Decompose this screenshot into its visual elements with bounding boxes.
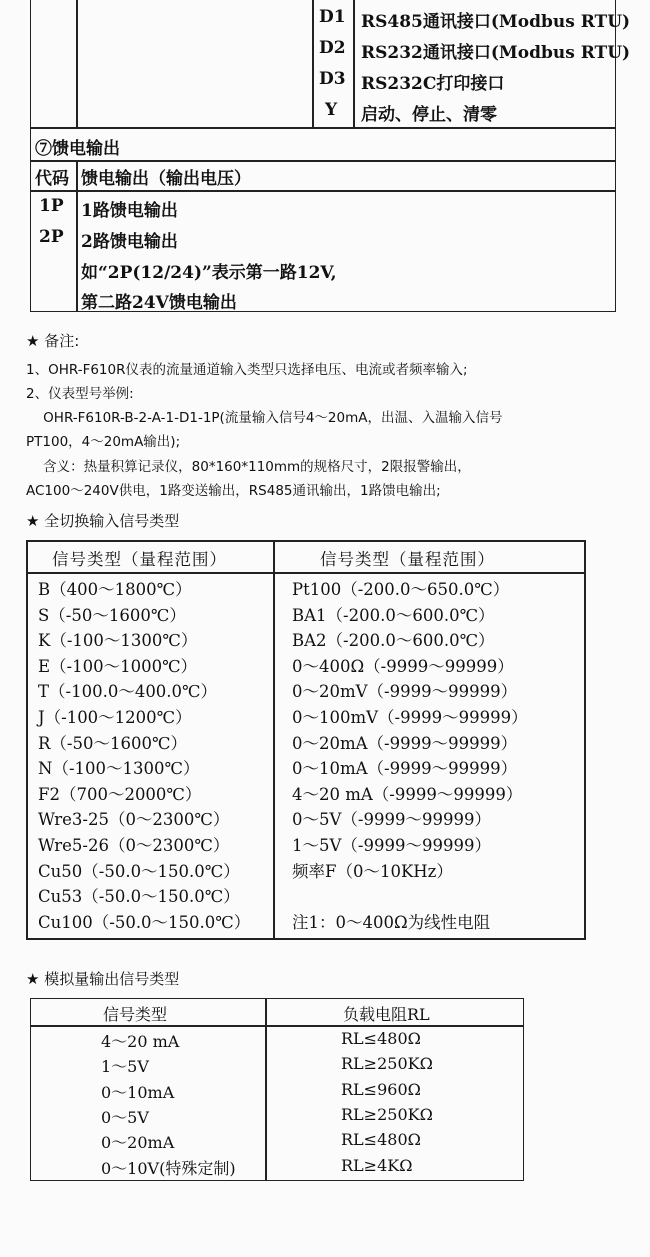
input-type-item: Wre5-26（0～2300℃） (38, 836, 230, 855)
table-divider (312, 0, 314, 128)
comm-desc: RS485通讯接口(Modbus RTU) (361, 12, 631, 32)
section-title: ⑦馈电输出 (35, 139, 120, 159)
feed-code: 1P (39, 196, 64, 216)
feed-desc: 2路馈电输出 (81, 232, 178, 252)
notes-title: ★ 备注: (26, 332, 80, 350)
input-type-item: 注1：0～400Ω为线性电阻 (292, 912, 491, 932)
output-types-table (30, 998, 524, 1181)
output-load-resistance: RL≥4KΩ (341, 1155, 413, 1175)
input-type-item: E（-100～1000℃） (38, 656, 198, 676)
table-divider (31, 1025, 523, 1027)
options-table (30, 0, 631, 313)
note-line: AC100～240V供电，1路变送输出，RS485通讯输出，1路馈电输出; (26, 483, 441, 499)
input-type-item: 1～5V（-9999～99999） (292, 836, 491, 855)
comm-code: D3 (319, 69, 346, 89)
input-type-item: Cu50（-50.0～150.0℃） (38, 861, 240, 881)
col-header: 信号类型 (103, 1005, 168, 1024)
input-type-item: 4～20 mA（-9999～99999） (292, 784, 523, 804)
input-type-item: 0～5V（-9999～99999） (292, 810, 491, 830)
feed-code: 2P (39, 227, 64, 247)
col-header: 信号类型（量程范围） (320, 550, 495, 569)
table-divider (31, 127, 615, 129)
input-types-title: ★ 全切换输入信号类型 (26, 512, 180, 530)
output-load-resistance: RL≥250KΩ (341, 1104, 433, 1124)
note-line: 含义：热量积算记录仪，80*160*110mm的规格尺寸，2限报警输出， (26, 459, 471, 475)
input-type-item: Wre3-25（0～2300℃） (38, 810, 230, 830)
input-type-item: 0～20mV（-9999～99999） (292, 682, 518, 702)
header-desc: 馈电输出（输出电压） (81, 169, 251, 189)
comm-desc: 启动、停止、清零 (361, 105, 497, 125)
input-type-item: N（-100～1300℃） (38, 759, 200, 779)
input-types-table (26, 540, 586, 940)
output-load-resistance: RL≥250KΩ (341, 1054, 433, 1074)
output-load-resistance: RL≤480Ω (341, 1029, 421, 1048)
input-type-item: F2（700～2000℃） (38, 784, 202, 804)
feed-desc: 第二路24V馈电输出 (81, 293, 237, 313)
table-divider (76, 161, 78, 311)
note-line: OHR-F610R-B-2-A-1-D1-1P(流量输入信号4～20mA，出温、入温输入信号 (26, 410, 503, 426)
output-signal-type: 1～5V (101, 1057, 149, 1077)
col-header: 信号类型（量程范围） (52, 550, 227, 569)
col-header: 负载电阻RL (343, 1005, 430, 1024)
feed-desc: 如“2P(12/24)”表示第一路12V, (81, 263, 337, 283)
output-signal-type: 0～10mA (101, 1082, 175, 1102)
input-type-item: 0～400Ω（-9999～99999） (292, 656, 514, 676)
table-divider (28, 572, 584, 574)
output-signal-type: 0～20mA (101, 1133, 175, 1153)
table-divider (273, 542, 275, 938)
table-divider (31, 160, 615, 162)
input-type-item: 频率F（0～10KHz） (292, 861, 453, 881)
table-divider (31, 190, 615, 192)
input-type-item: K（-100～1300℃） (38, 631, 198, 651)
note-line: 2、仪表型号举例: (26, 386, 134, 402)
input-type-item: Pt100（-200.0～650.0℃） (292, 580, 510, 599)
comm-code: D1 (319, 7, 346, 27)
input-type-item: 0～20mA（-9999～99999） (292, 733, 518, 753)
output-signal-type: 0～10V(特殊定制) (101, 1158, 236, 1178)
output-signal-type: 0～5V (101, 1107, 149, 1127)
table-divider (353, 0, 355, 128)
table-divider (76, 0, 78, 128)
feed-desc: 1路馈电输出 (81, 201, 178, 221)
output-load-resistance: RL≤960Ω (341, 1079, 421, 1099)
comm-desc: RS232C打印接口 (361, 74, 505, 94)
comm-code: Y (325, 100, 338, 120)
input-type-item: S（-50～1600℃） (38, 605, 186, 625)
input-type-item: R（-50～1600℃） (38, 733, 187, 753)
input-type-item: B（400～1800℃） (38, 580, 192, 599)
comm-code: D2 (319, 38, 346, 58)
input-type-item: BA2（-200.0～600.0℃） (292, 631, 495, 651)
input-type-item: Cu53（-50.0～150.0℃） (38, 887, 240, 907)
input-type-item: BA1（-200.0～600.0℃） (292, 605, 495, 625)
input-type-item: Cu100（-50.0～150.0℃） (38, 912, 251, 932)
output-types-title: ★ 模拟量输出信号类型 (26, 970, 180, 988)
output-load-resistance: RL≤480Ω (341, 1130, 421, 1150)
input-type-item: 0～100mV（-9999～99999） (292, 708, 528, 727)
note-line: PT100，4～20mA输出); (26, 434, 181, 450)
header-code: 代码 (35, 169, 69, 189)
input-type-item: 0～10mA（-9999～99999） (292, 759, 518, 779)
note-line: 1、OHR-F610R仪表的流量通道输入类型只选择电压、电流或者频率输入; (26, 362, 468, 378)
input-type-item: J（-100～1200℃） (38, 708, 192, 727)
input-type-item: T（-100.0～400.0℃） (38, 682, 218, 702)
output-signal-type: 4～20 mA (101, 1032, 180, 1051)
comm-desc: RS232通讯接口(Modbus RTU) (361, 43, 631, 63)
